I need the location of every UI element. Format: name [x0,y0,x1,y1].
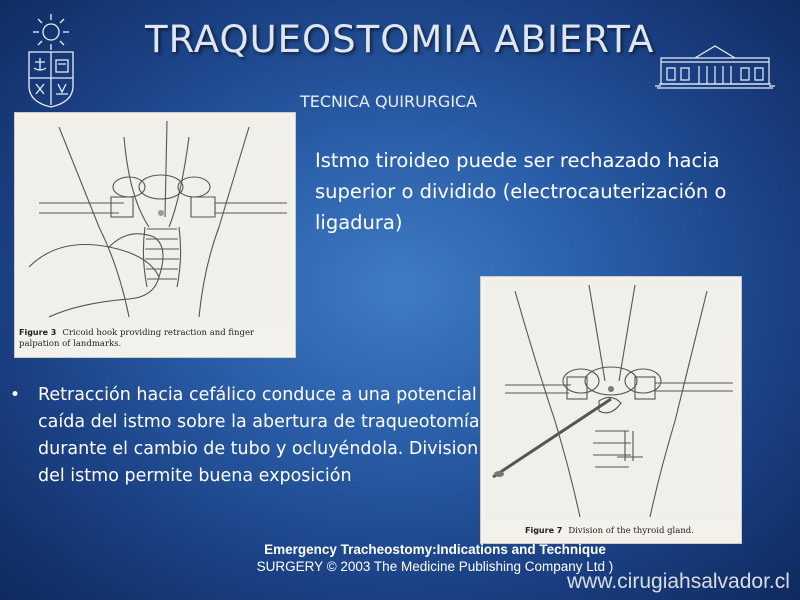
university-shield-emblem-icon [24,12,78,108]
surgical-illustration-icon [19,117,291,323]
bullet-marker: • [10,385,21,405]
figure-7-thyroid-division [480,276,742,544]
bullet-text: Retracción hacia cefálico conduce a una potencial caída del istmo sobre la abertura de traqueotomía durante el cambio de tubo y ocluyéndola. Division del istmo permite buena exposición [38,385,480,486]
body-text: Istmo tiroideo puede ser rechazado hacia superior o dividido (electrocauterización o ligadura) [315,149,727,234]
figure-3-label: Figure 3 [19,328,57,337]
website-url: www.cirugiahsalvador.cl [567,570,790,593]
figure-7-label: Figure 7 [525,526,563,535]
surgical-illustration-icon [485,281,737,519]
figure-3-caption-text: Cricoid hook providing retraction and finger palpation of landmarks. [19,328,255,349]
slide-title: TRAQUEOSTOMIA ABIERTA [145,18,655,61]
bullet-list [10,382,480,490]
figure-3-caption [19,327,291,350]
hospital-building-icon [655,42,775,90]
figure-7-caption-text: Division of the thyroid gland. [568,526,694,536]
slide-subtitle: TECNICA QUIRURGICA [300,92,478,111]
bullet-item [10,382,480,490]
reference-source: SURGERY © 2003 The Medicine Publishing Company Ltd ) [256,559,614,574]
figure-3-cricoid-hook [14,112,296,358]
figure-7-caption [525,525,739,537]
reference-title: Emergency Tracheostomy:Indications and Technique [264,542,606,557]
